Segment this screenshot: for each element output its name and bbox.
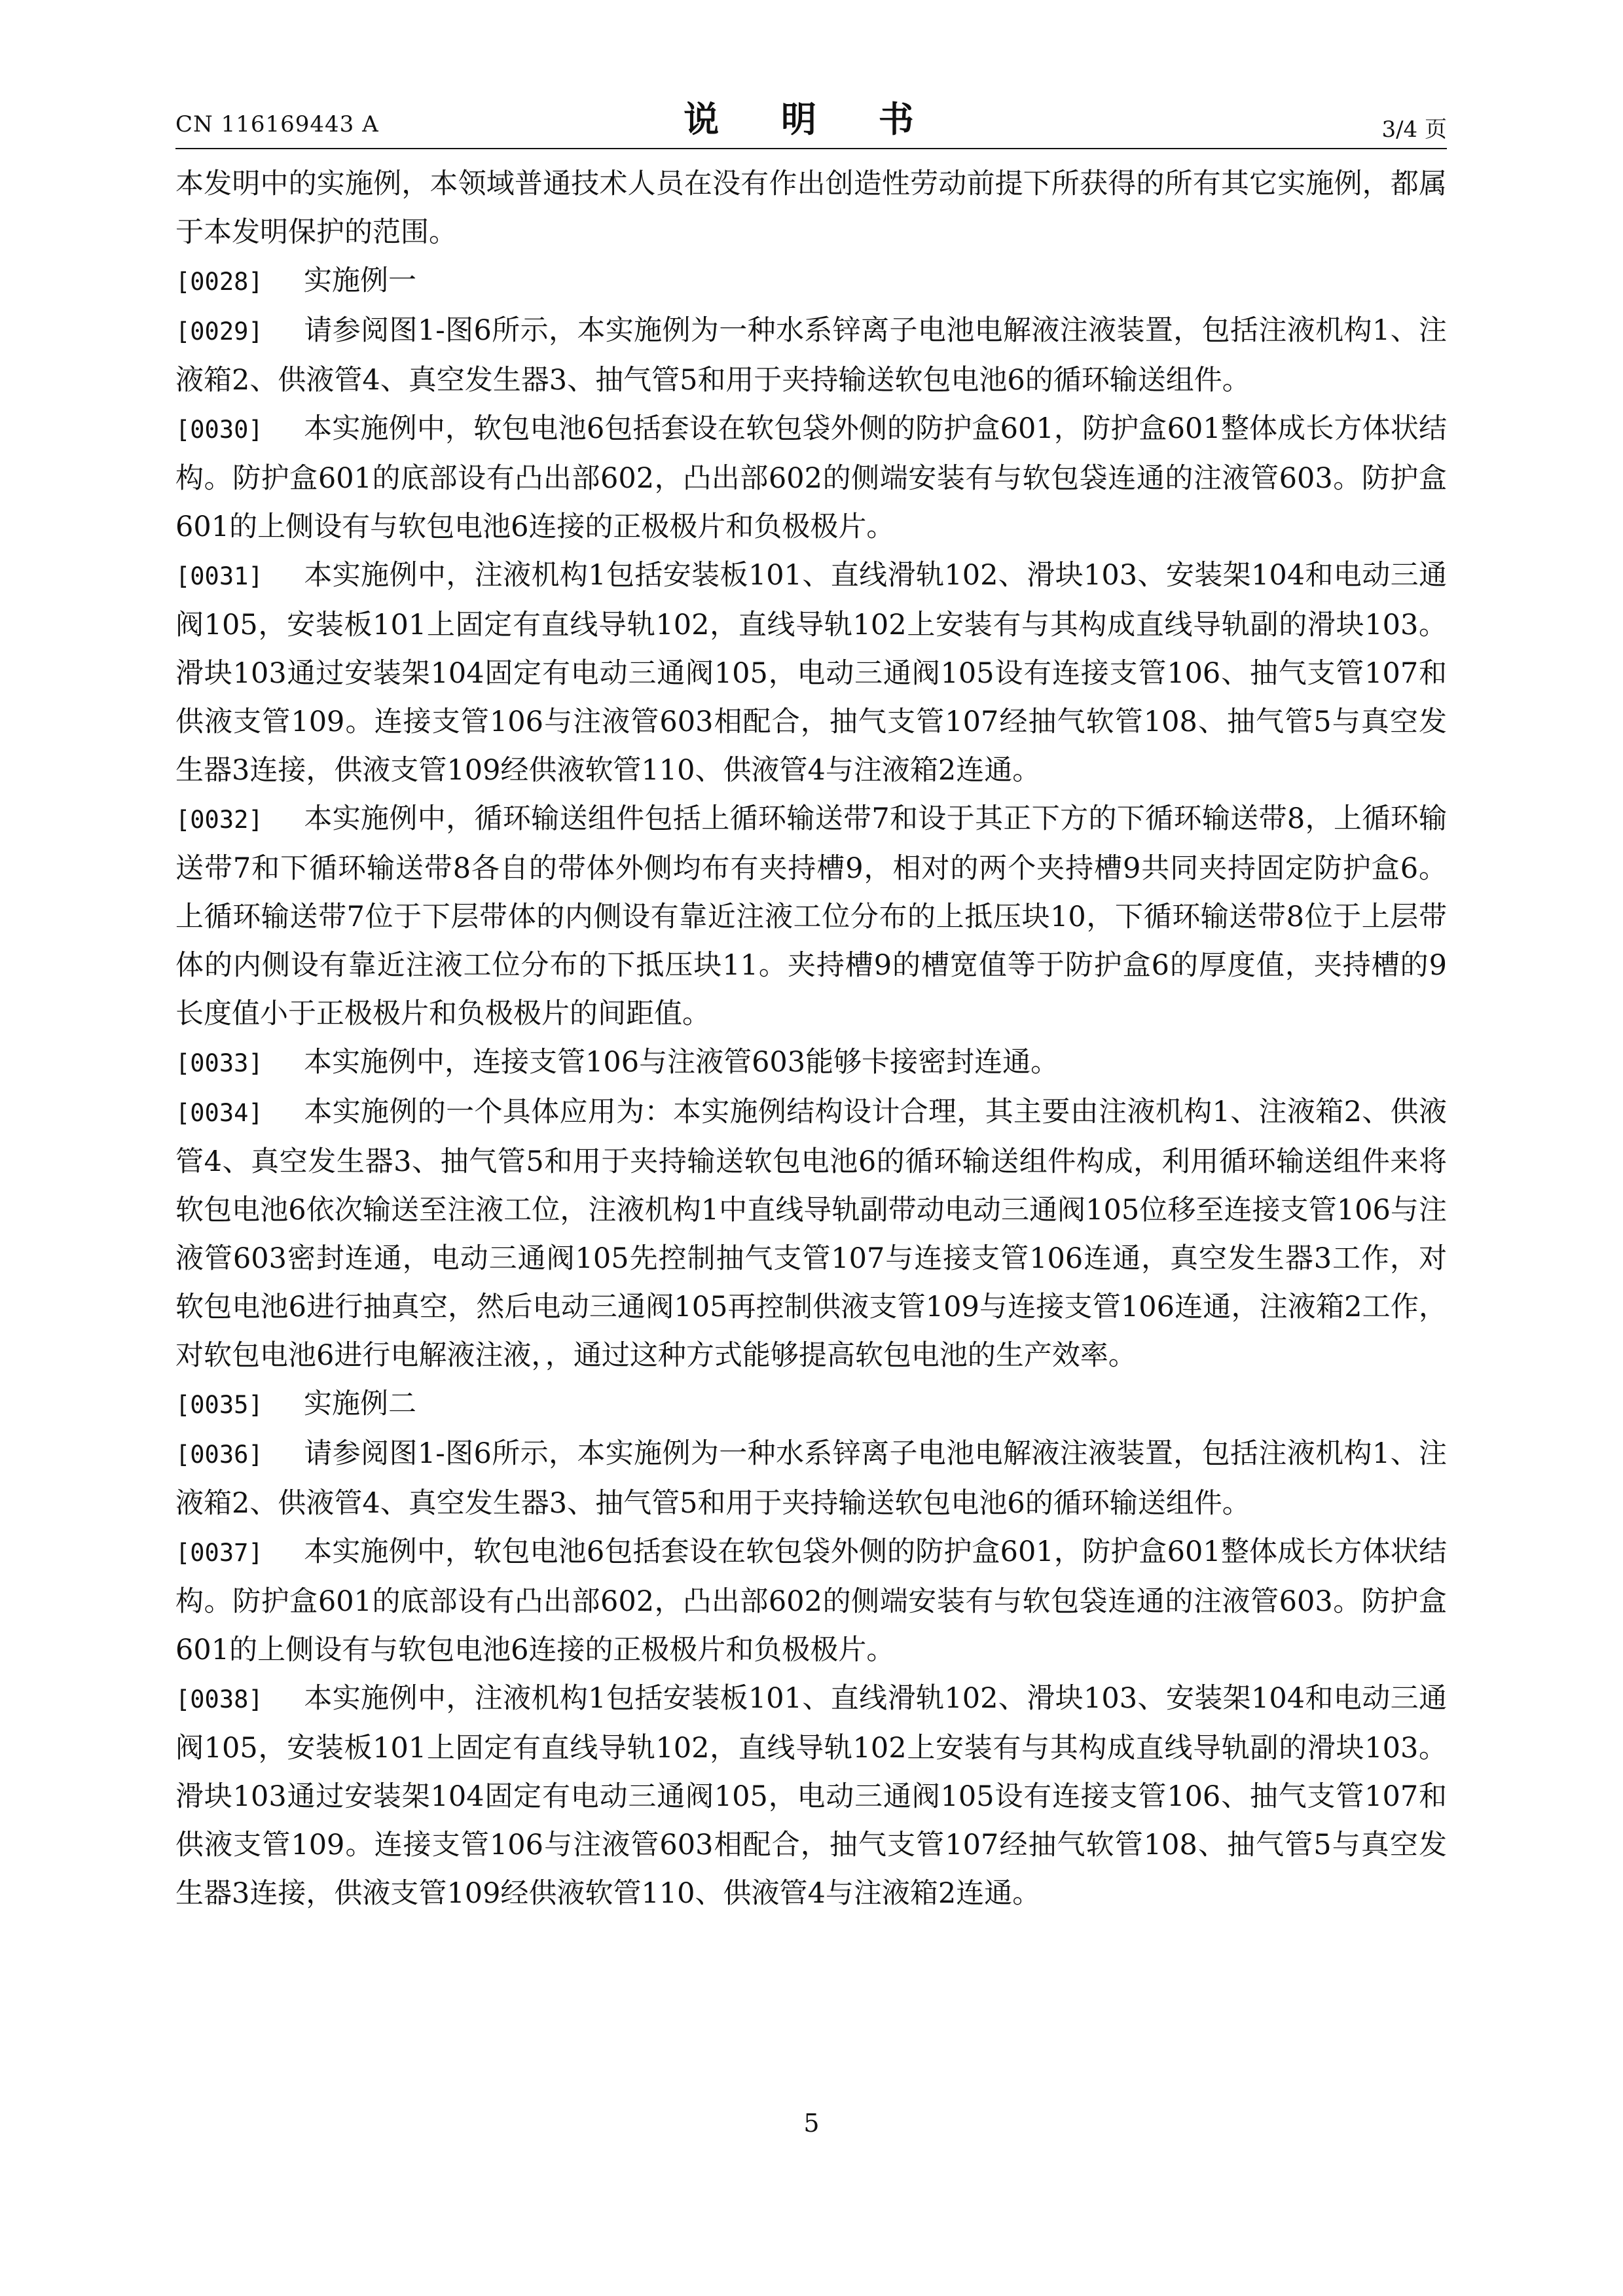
- paragraph-number: [0036]: [175, 1441, 263, 1469]
- paragraph-number: [0028]: [175, 268, 263, 296]
- document-body: [175, 160, 1447, 1918]
- header-rule: [175, 148, 1447, 149]
- paragraph-number: [0030]: [175, 416, 263, 444]
- paragraph-0037: [175, 1528, 1447, 1674]
- paragraph-number: [0038]: [175, 1685, 263, 1713]
- paragraph-text: 本实施例中，软包电池6包括套设在软包袋外侧的防护盒601，防护盒601整体成长方体状结构。防护盒601的底部设有凸出部602，凸出部602的侧端安装有与软包袋连通的注液管603。防护盒601的上侧设有与软包电池6连接的正极极片和负极极片。: [175, 412, 1447, 543]
- intro-continuation: 本发明中的实施例，本领域普通技术人员在没有作出创造性劳动前提下所获得的所有其它实施例，都属于本发明保护的范围。: [175, 168, 1447, 249]
- paragraph-text: 本实施例中，连接支管106与注液管603能够卡接密封连通。: [304, 1046, 1059, 1079]
- paragraph-text: 本实施例中，软包电池6包括套设在软包袋外侧的防护盒601，防护盒601整体成长方体状结构。防护盒601的底部设有凸出部602，凸出部602的侧端安装有与软包袋连通的注液管603。防护盒601的上侧设有与软包电池6连接的正极极片和负极极片。: [175, 1535, 1447, 1666]
- paragraph-0029: [175, 306, 1447, 404]
- paragraph-text: 本实施例中，循环输送组件包括上循环输送带7和设于其正下方的下循环输送带8，上循环输送带7和下循环输送带8各自的带体外侧均布有夹持槽9，相对的两个夹持槽9共同夹持固定防护盒6。上循环输送带7位于下层带体的内侧设有靠近注液工位分布的上抵压块10，下循环输送带8位于上层带体的内侧设有靠近注液工位分布的下抵压块11。夹持槽9的槽宽值等于防护盒6的厚度值，夹持槽的9长度值小于正极极片和负极极片的间距值。: [175, 802, 1447, 1030]
- paragraph-text: 实施例二: [304, 1388, 416, 1420]
- paragraph-number: [0034]: [175, 1099, 263, 1127]
- document-title: 说 明 书: [684, 98, 939, 140]
- paragraph-0032: [175, 795, 1447, 1038]
- paragraph-0035: [175, 1380, 1447, 1429]
- paragraph-0034: [175, 1088, 1447, 1380]
- paragraph-0036: [175, 1429, 1447, 1528]
- paragraph-0033: [175, 1038, 1447, 1088]
- page-number: 5: [803, 2109, 820, 2138]
- paragraph-number: [0037]: [175, 1539, 263, 1567]
- paragraph-number: [0033]: [175, 1049, 263, 1077]
- paragraph-0028: [175, 257, 1447, 306]
- publication-number: CN 116169443 A: [175, 111, 379, 137]
- paragraph-number: [0029]: [175, 317, 263, 346]
- paragraph-number: [0032]: [175, 806, 263, 834]
- page-count: 3/4 页: [1381, 117, 1447, 143]
- paragraph-0031: [175, 551, 1447, 795]
- paragraph-number: [0035]: [175, 1391, 263, 1419]
- paragraph-number: [0031]: [175, 562, 263, 590]
- paragraph-text: 本实施例中，注液机构1包括安装板101、直线滑轨102、滑块103、安装架104和电动三通阀105，安装板101上固定有直线导轨102，直线导轨102上安装有与其构成直线导轨副的滑块103。滑块103通过安装架104固定有电动三通阀105，电动三通阀105设有连接支管106、抽气支管107和供液支管109。连接支管106与注液管603相配合，抽气支管107经抽气软管108、抽气管5与真空发生器3连接，供液支管109经供液软管110、供液管4与注液箱2连通。: [175, 559, 1447, 787]
- paragraph-text: 实施例一: [304, 264, 416, 297]
- paragraph-text: 本实施例的一个具体应用为：本实施例结构设计合理，其主要由注液机构1、注液箱2、供液管4、真空发生器3、抽气管5和用于夹持输送软包电池6的循环输送组件构成，利用循环输送组件来将软包电池6依次输送至注液工位，注液机构1中直线导轨副带动电动三通阀105位移至连接支管106与注液管603密封连通，电动三通阀105先控制抽气支管107与连接支管106连通，真空发生器3工作，对软包电池6进行抽真空，然后电动三通阀105再控制供液支管109与连接支管106连通，注液箱2工作，对软包电池6进行电解液注液，，通过这种方式能够提高软包电池的生产效率。: [175, 1096, 1447, 1372]
- page-header: [175, 92, 1447, 151]
- paragraph-text: 请参阅图1-图6所示，本实施例为一种水系锌离子电池电解液注液装置，包括注液机构1、注液箱2、供液管4、真空发生器3、抽气管5和用于夹持输送软包电池6的循环输送组件。: [175, 314, 1447, 397]
- paragraph-text: 请参阅图1-图6所示，本实施例为一种水系锌离子电池电解液注液装置，包括注液机构1、注液箱2、供液管4、真空发生器3、抽气管5和用于夹持输送软包电池6的循环输送组件。: [175, 1437, 1447, 1520]
- paragraph-0038: [175, 1674, 1447, 1918]
- paragraph-text: 本实施例中，注液机构1包括安装板101、直线滑轨102、滑块103、安装架104和电动三通阀105，安装板101上固定有直线导轨102，直线导轨102上安装有与其构成直线导轨副的滑块103。滑块103通过安装架104固定有电动三通阀105，电动三通阀105设有连接支管106、抽气支管107和供液支管109。连接支管106与注液管603相配合，抽气支管107经抽气软管108、抽气管5与真空发生器3连接，供液支管109经供液软管110、供液管4与注液箱2连通。: [175, 1682, 1447, 1910]
- paragraph-0030: [175, 404, 1447, 551]
